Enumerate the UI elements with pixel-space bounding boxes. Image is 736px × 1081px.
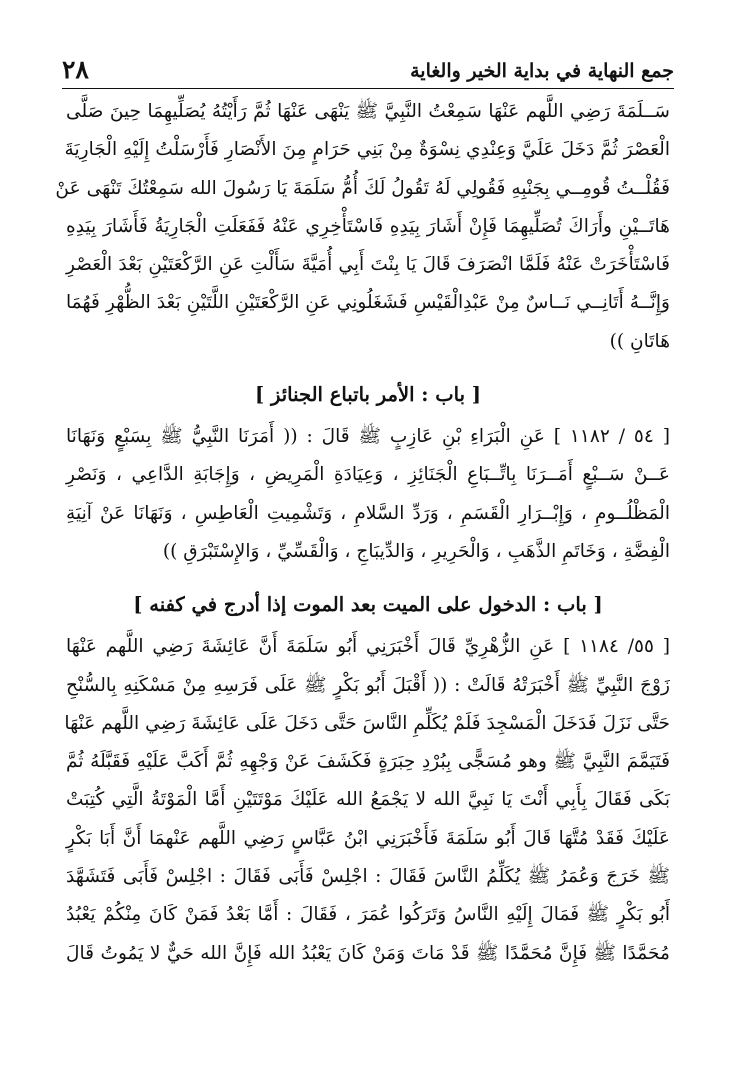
text-line: هَاتَــيْنِ وأَرَاكَ تُصَلِّيهِمَا فَإِنْ أَشَارَ بِيَدِهِ فَاسْتَأْخِرِي عَنْهُ فَفَعَلَتِ الْجَارِيَةُ فَأَشَارَ بِيَدِهِ [66,215,670,237]
text-line: هَاتَانِ )) [609,330,670,352]
page-number: ٢٨ [62,55,89,84]
chapter-heading: [ باب : الدخول على الميت بعد الموت إذا أدرج في كفنه ] [133,593,603,617]
text-line: فَقُلْــتُ قُومِــي بِجَنْبِهِ فَقُولِي لَهُ تَقُولُ لَكَ أُمُّ سَلَمَةَ يَا رَسُولَ الله سَمِعْتُكَ تَنْهَى عَنْ [55,177,670,199]
text-line: الْمَظْلُــومِ ، وَإِبْــرَارِ الْقَسَمِ ، وَرَدِّ السَّلامِ ، وَتَشْمِيتِ الْعَاطِسِ ، وَنَهَانَا عَنْ آنِيَةِ [66,502,670,524]
text-line: الْفِضَّةِ ، وَخَاتَمِ الذَّهَبِ ، وَالْحَرِيرِ ، وَالدِّيبَاجِ ، وَالْقَسِّيِّ ، وَالإِسْتَبْرَقِ )) [162,540,670,562]
text-line: عَــنْ سَــبْعٍ أَمَــرَنَا بِاتِّــبَاعِ الْجَنَائِزِ ، وَعِيَادَةِ الْمَرِيضِ ، وَإِجَابَةِ الدَّاعِي ، وَنَصْرِ [66,464,670,486]
text-line: ﷺ خَرَجَ وَعُمَرُ ﷺ يُكَلِّمُ النَّاسَ فَقَالَ : اجْلِسْ فَأَبَى فَقَالَ : اجْلِسْ فَأَبَى فَتَشَهَّدَ [66,866,670,888]
text-line: عَلَيْكَ فَقَدْ مُتَّهَا قَالَ أَبُو سَلَمَةَ فَأَخْبَرَنِي ابْنُ عَبَّاسٍ رَضِي اللَّهم عَنْهمَا أَنَّ أَبَا بَكْرٍ [66,827,670,849]
chapter-heading: [ باب : الأمر باتباع الجنائز ] [254,383,482,407]
text-line: زَوْجَ النَّبِيِّ ﷺ أَخْبَرَتْهُ قَالَتْ : (( أَقْبَلَ أَبُو بَكْرٍ ﷺ عَلَى فَرَسِهِ مِنْ مَسْكَنِهِ بِالسُّنْحِ [66,674,670,696]
text-line: فَتَيَمَّمَ النَّبِيَّ ﷺ وهو مُسَجًّى بِبُرْدِ حِبَرَةٍ فَكَشَفَ عَنْ وَجْهِهِ ثُمَّ أَكَبَّ عَلَيْهِ فَقَبَّلَهُ ثُمَّ [66,751,670,773]
text-line: وَإِنَّــهُ أَتَانِــي نَــاسٌ مِنْ عَبْدِالْقَيْسِ فَشَغَلُونِي عَنِ الرَّكْعَتَيْنِ اللَّتَيْنِ بَعْدَ الظُّهْرِ فَهُمَا [66,292,670,314]
text-line: حَتَّى نَزَلَ فَدَخَلَ الْمَسْجِدَ فَلَمْ يُكَلِّمِ النَّاسَ حَتَّى دَخَلَ عَلَى عَائِشَةَ رَضِي اللَّهم عَنْهَا [64,712,670,734]
text-line: [ ٥٤ / ١١٨٢ ] عَنِ الْبَرَاءِ بْنِ عَازِبٍ ﷺ قَالَ : (( أَمَرَنَا النَّبِيُّ ﷺ بِسَبْعٍ وَنَهَانَا [66,426,670,448]
text-line: فَاسْتَأْخَرَتْ عَنْهُ فَلَمَّا انْصَرَفَ قَالَ يَا بِنْتَ أَبِي أُمَيَّةَ سَأَلْتِ عَنِ الرَّكْعَتَيْنِ بَعْدَ الْعَصْرِ [66,254,670,276]
text-line: مُحَمَّدًا ﷺ فَإِنَّ مُحَمَّدًا ﷺ قَدْ مَاتَ وَمَنْ كَانَ يَعْبُدُ الله فَإِنَّ الله حَيٌّ لا يَمُوتُ قَالَ [66,942,670,964]
text-line: بَكَى فَقَالَ بِأَبِي أَنْتَ يَا نَبِيَّ الله لا يَجْمَعُ الله عَلَيْكَ مَوْتَتَيْنِ أَمَّا الْمَوْتَةُ الَّتِي كُتِبَتْ [66,789,670,811]
page-header [62,48,674,89]
text-line: الْعَصْرَ ثُمَّ دَخَلَ عَلَيَّ وَعِنْدِي نِسْوَةٌ مِنْ بَنِي حَرَامٍ مِنَ الأَنْصَارِ فَأَرْسَلْتُ إِلَيْهِ الْجَارِيَةَ [64,139,670,161]
spacer [66,361,670,369]
text-line: [ ٥٥/ ١١٨٤ ] عَنِ الزُّهْرِيِّ قَالَ أَخْبَرَنِي أَبُو سَلَمَةَ أَنَّ عَائِشَةَ رَضِي اللَّهم عَنْهَا [66,636,670,658]
text-body [55,93,670,973]
text-line: أَبُو بَكْرٍ ﷺ فَمَالَ إِلَيْهِ النَّاسُ وَتَرَكُوا عُمَرَ ، فَقَالَ : أَمَّا بَعْدُ فَمَنْ كَانَ مِنْكُمْ يَعْبُدُ [66,904,670,926]
spacer [66,571,670,579]
text-line: سَــلَمَةَ رَضِي اللَّهم عَنْهَا سَمِعْتُ النَّبِيَّ ﷺ يَنْهَى عَنْهَا ثُمَّ رَأَيْتُهُ يُصَلِّيهِمَا حِينَ صَلَّى [66,101,670,122]
running-title: جمع النهاية في بداية الخير والغاية [410,60,674,82]
